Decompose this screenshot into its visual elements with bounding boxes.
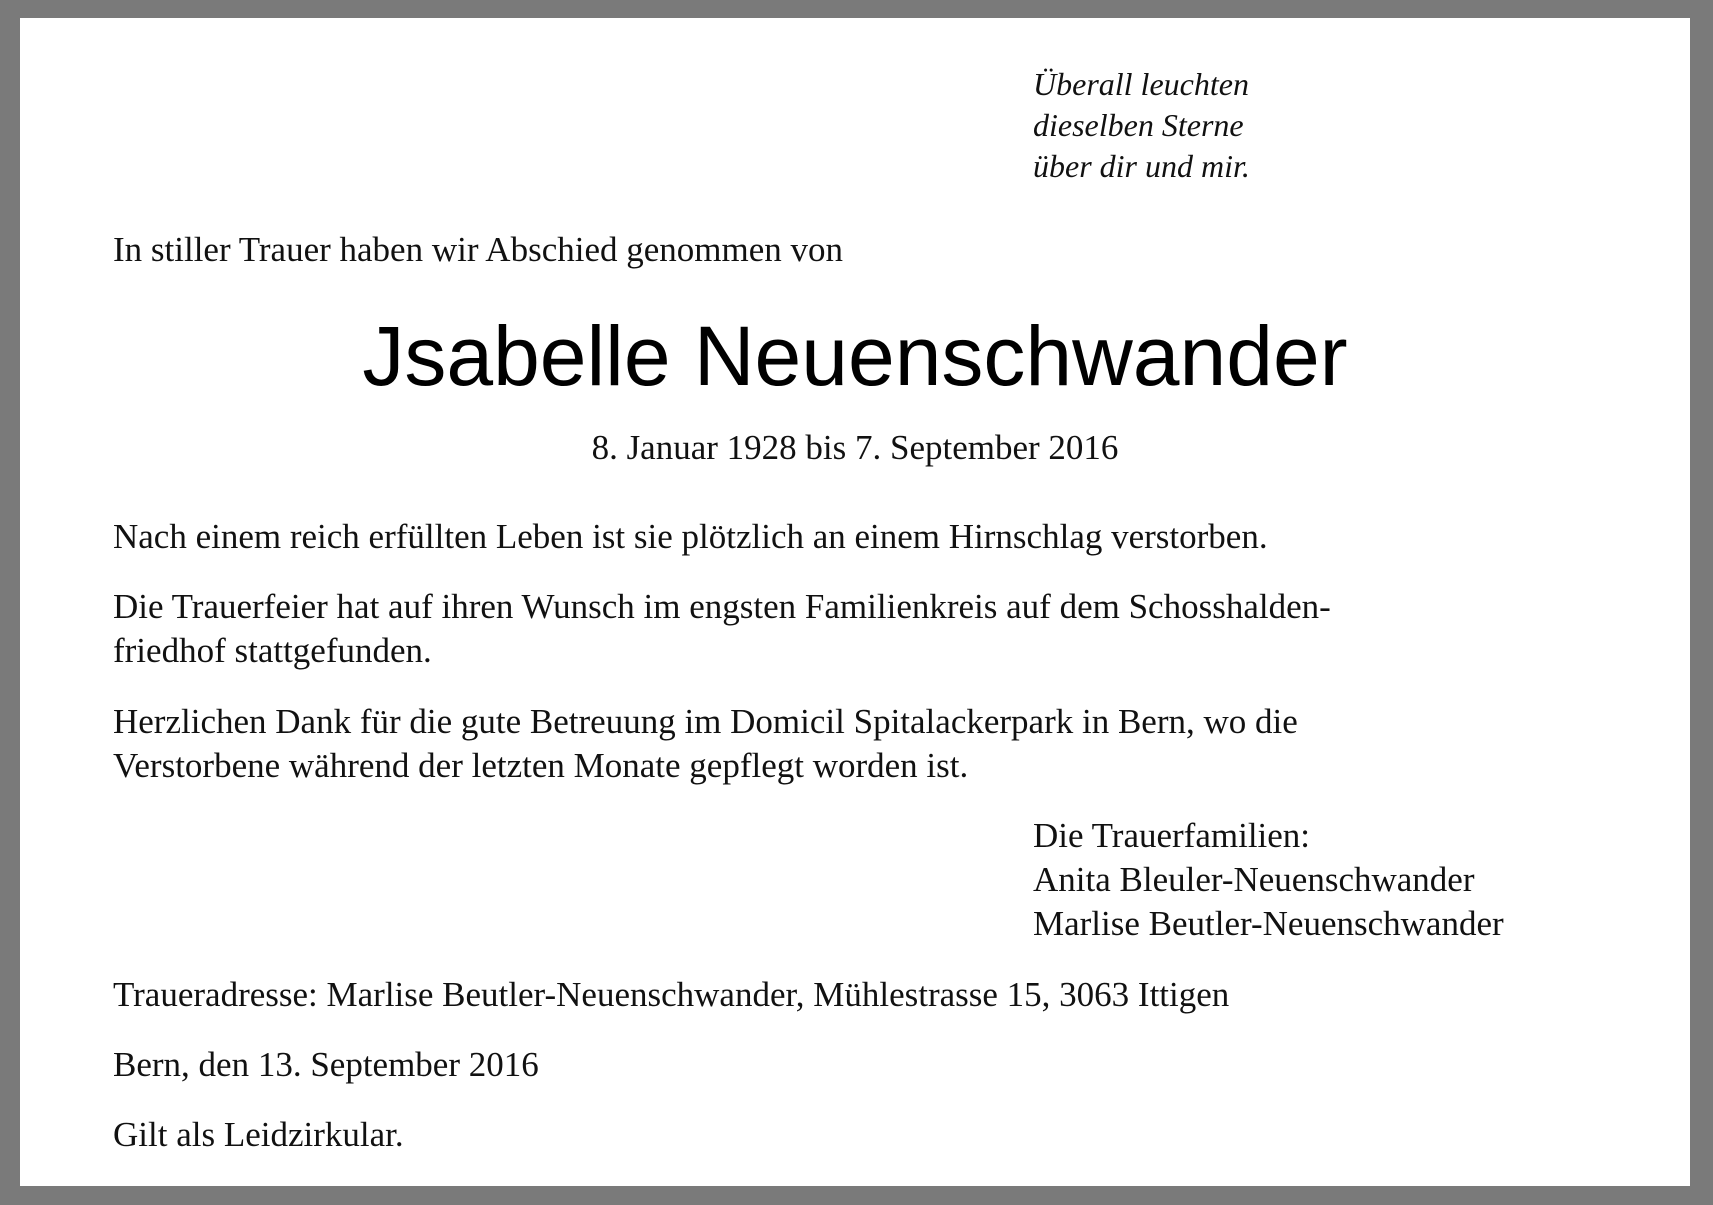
circular-note: Gilt als Leidzirkular. [113, 1115, 404, 1154]
signature-name: Anita Bleuler-Neuenschwander [1033, 860, 1475, 899]
place-date: Bern, den 13. September 2016 [113, 1045, 539, 1084]
deceased-name: Jsabelle Neuenschwander [362, 309, 1348, 403]
paragraph-passing [113, 515, 1268, 559]
paragraph-line: Die Trauerfeier hat auf ihren Wunsch im engsten Familienkreis auf dem Schosshalden- [113, 587, 1331, 626]
family-signature [1033, 814, 1504, 946]
paragraph-thanks [113, 700, 1298, 788]
mourning-address: Traueradresse: Marlise Beutler-Neuenschwander, Mühlestrasse 15, 3063 Ittigen [113, 975, 1230, 1014]
intro-text: In stiller Trauer haben wir Abschied genommen von [113, 230, 844, 269]
paragraph-line: Nach einem reich erfüllten Leben ist sie plötzlich an einem Hirnschlag verstorben. [113, 517, 1268, 556]
paragraph-line: Verstorbene während der letzten Monate gepflegt worden ist. [113, 746, 969, 785]
motto-line: dieselben Sterne [1033, 107, 1244, 143]
paragraph-funeral [113, 585, 1331, 673]
life-dates: 8. Januar 1928 bis 7. September 2016 [591, 428, 1119, 467]
paragraph-line: Herzlichen Dank für die gute Betreuung im Domicil Spitalackerpark in Bern, wo die [113, 702, 1298, 741]
signature-heading: Die Trauerfamilien: [1033, 816, 1311, 855]
motto-quote [1033, 64, 1250, 187]
obituary-card [20, 18, 1690, 1186]
motto-line: über dir und mir. [1033, 148, 1250, 184]
motto-line: Überall leuchten [1033, 66, 1249, 102]
paragraph-line: friedhof stattgefunden. [113, 631, 432, 670]
signature-name: Marlise Beutler-Neuenschwander [1033, 904, 1504, 943]
